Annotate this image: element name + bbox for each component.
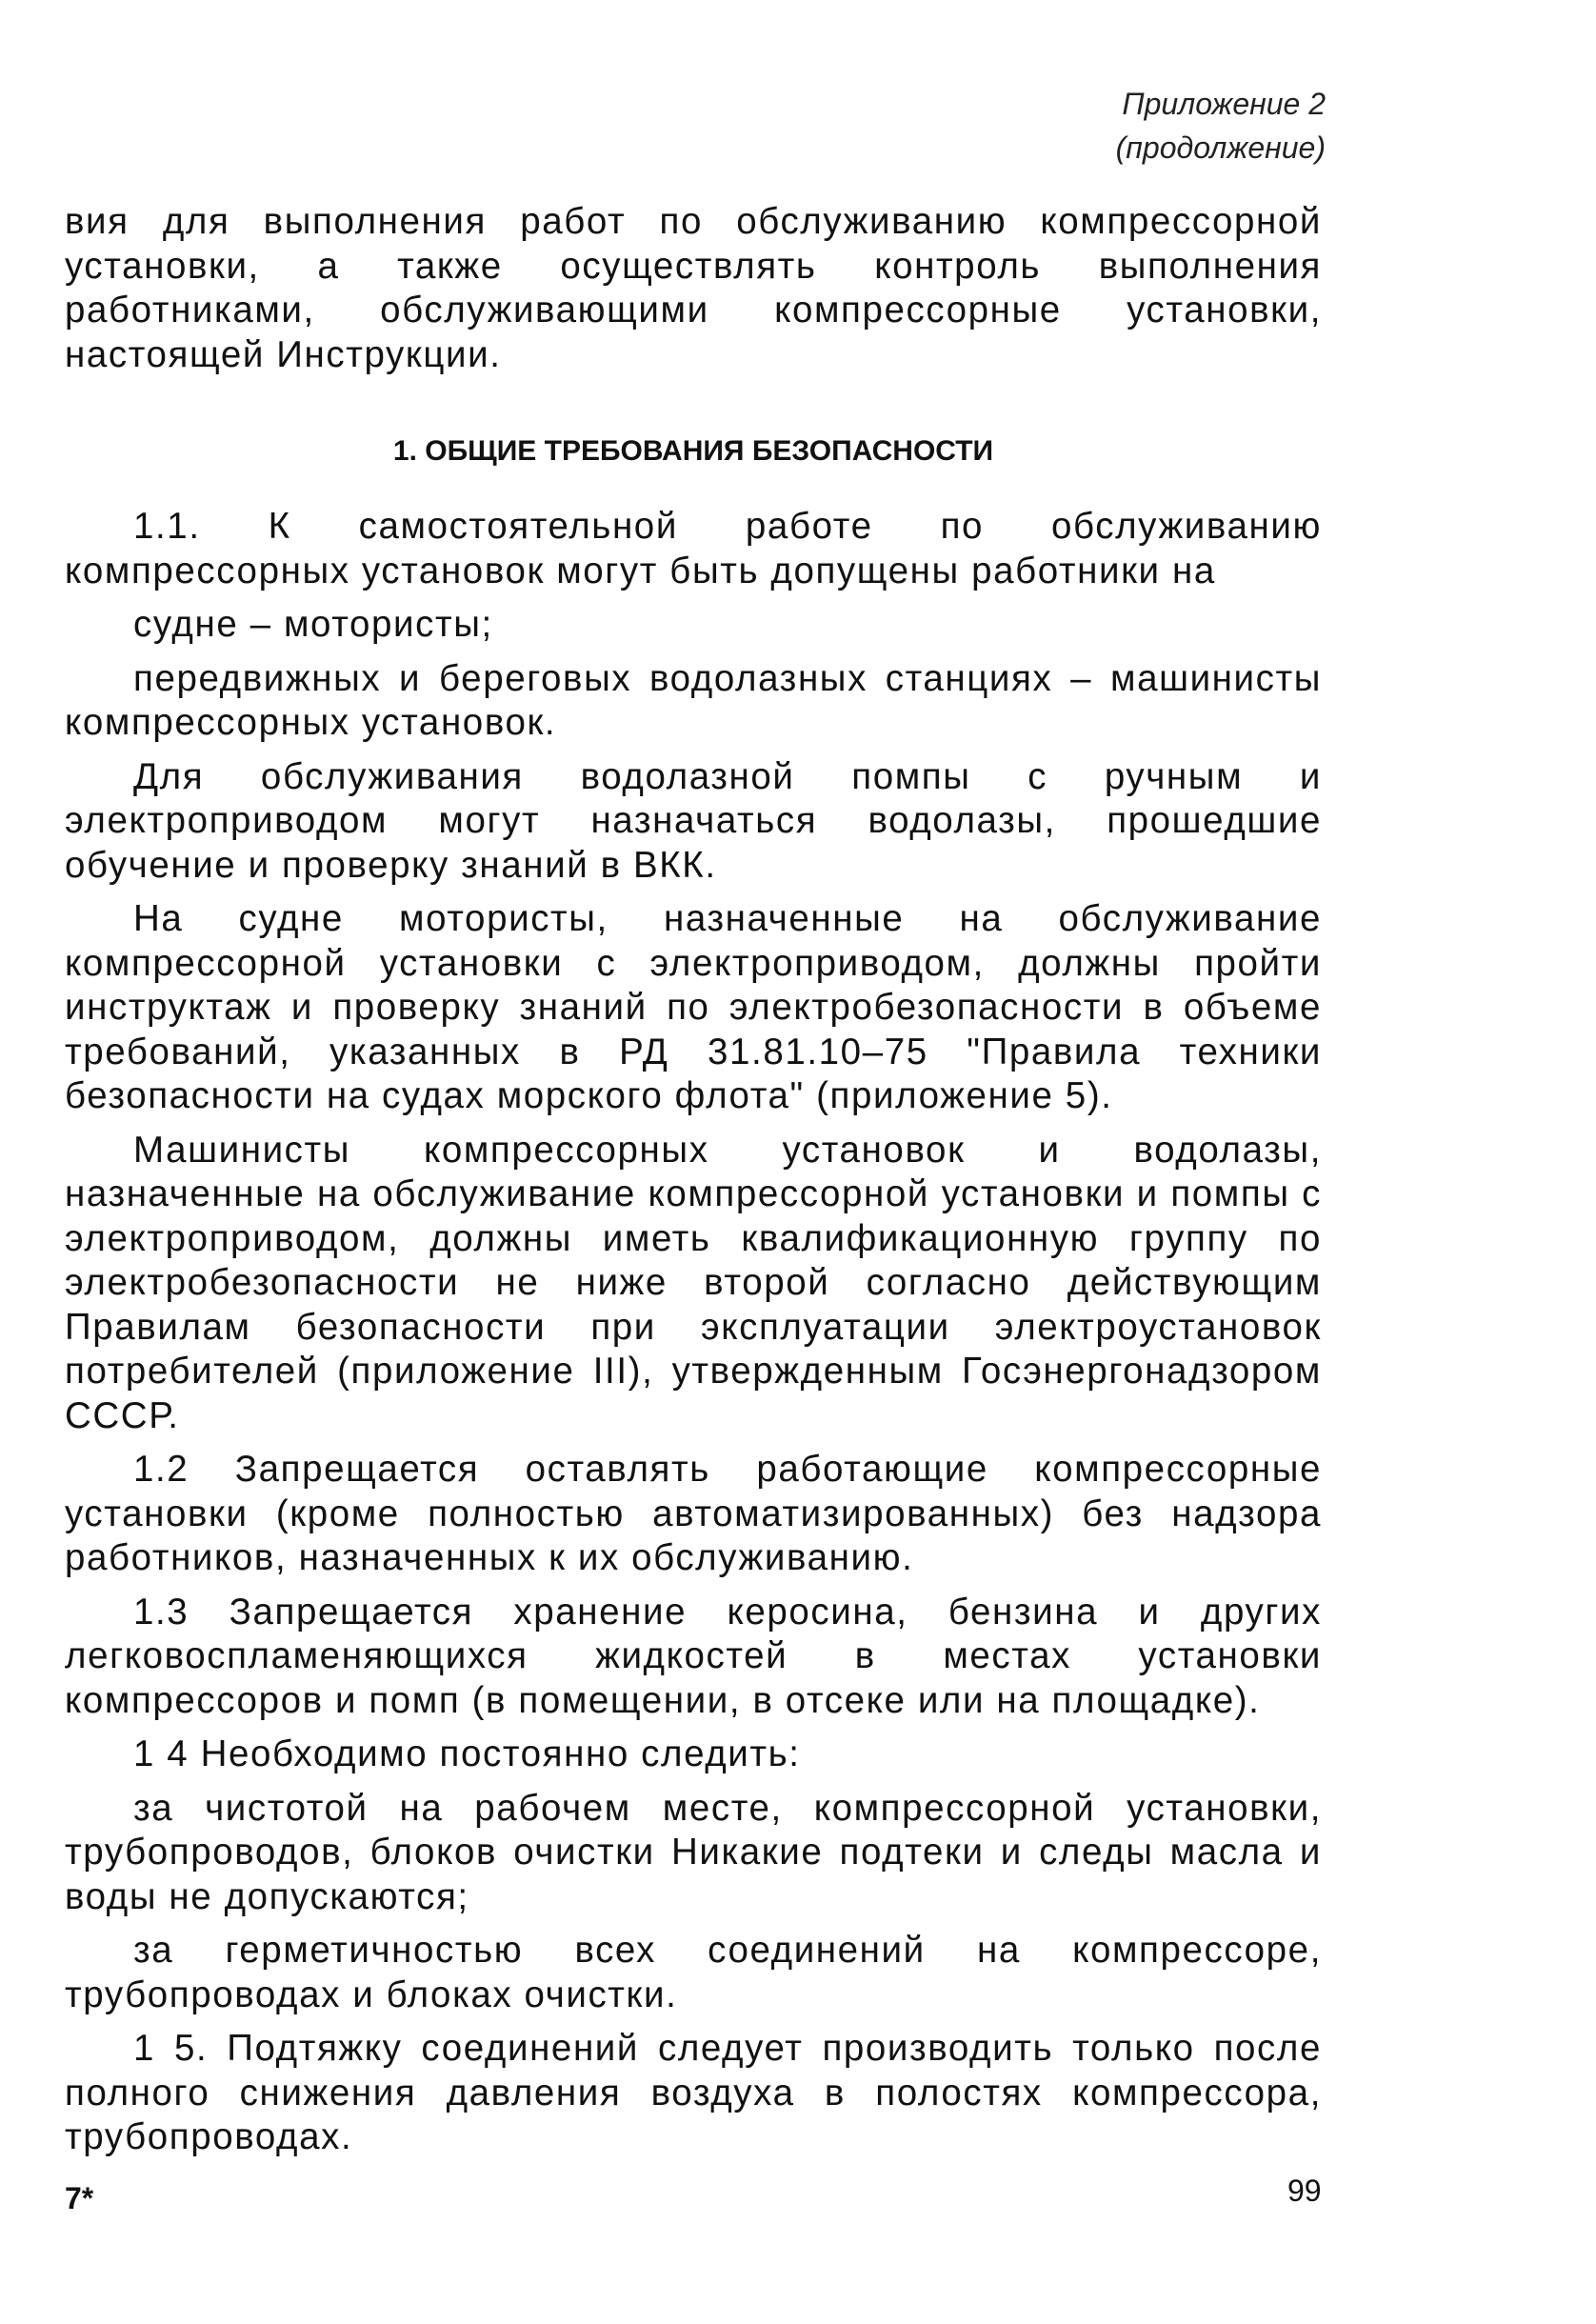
paragraph-1-4: 1 4 Необходимо постоянно следить: — [133, 1733, 801, 1774]
body-text — [65, 200, 1322, 2170]
intro-paragraph: вия для выполнения работ по обслуживанию компрессорной установки, а также осуществлять контроль выполнения работниками, обслуживающими компрессорные установки, настоящей Инструкции. — [65, 201, 1322, 375]
section-title: 1. ОБЩИЕ ТРЕБОВАНИЯ БЕЗОПАСНОСТИ — [392, 435, 994, 467]
paragraph-motorists: На судне мотористы, назначенные на обслуживание компрессорной установки с электроприводом, должны пройти инструктаж и проверку знаний по электробезопасности в объеме требований, указанных в РД 31.81.10–75 "Правила техники безопасности на судах морского флота" (приложение 5). — [65, 898, 1322, 1116]
signature-mark: 7* — [65, 2181, 94, 2215]
paragraph-1-2: 1.2 Запрещается оставлять работающие компрессорные установки (кроме полностью автоматизированных) без надзора работников, назначенных к их обслуживанию. — [65, 1449, 1322, 1578]
paragraph-1-3: 1.3 Запрещается хранение керосина, бензина и других легковоспламеняющихся жидкостей в местах установки компрессоров и помп (в помещении, в отсеке или на площадке). — [65, 1591, 1322, 1721]
list-item-ship: судне – мотористы; — [133, 604, 493, 645]
list-item-stations: передвижных и береговых водолазных станциях – машинисты компрессорных установок. — [65, 657, 1322, 743]
list-item-cleanliness: за чистотой на рабочем месте, компрессорной установки, трубопроводов, блоков очистки Никакие подтеки и следы масла и воды не допускаются; — [65, 1787, 1322, 1917]
list-item-tightness: за герметичностью всех соединений на компрессоре, трубопроводах и блоках очистки. — [65, 1930, 1322, 2015]
appendix-label: Приложение 2 — [1122, 87, 1326, 121]
appendix-header — [1116, 82, 1326, 170]
paragraph-1-1: 1.1. К самостоятельной работе по обслуживанию компрессорных установок могут быть допущены работники на — [65, 506, 1322, 591]
paragraph-1-5: 1 5. Подтяжку соединений следует производить только после полного снижения давления воздуха в полостях компрессора, трубопроводах. — [65, 2028, 1322, 2157]
paragraph-pump: Для обслуживания водолазной помпы с ручным и электроприводом могут назначаться водолазы, прошедшие обучение и проверку знаний в ВКК. — [65, 755, 1322, 886]
page-number: 99 — [1287, 2174, 1322, 2208]
continuation-label: (продолжение) — [1115, 130, 1326, 165]
paragraph-machinists: Машинисты компрессорных установок и водолазы, назначенные на обслуживание компрессорной установки и помпы с электроприводом, должны иметь квалификационную группу по электробезопасности не ниже второй согласно действующим Правилам безопасности при эксплуатации электроустановок потребителей (приложение III), утвержденным Госэнергонадзором СССР. — [65, 1129, 1322, 1436]
